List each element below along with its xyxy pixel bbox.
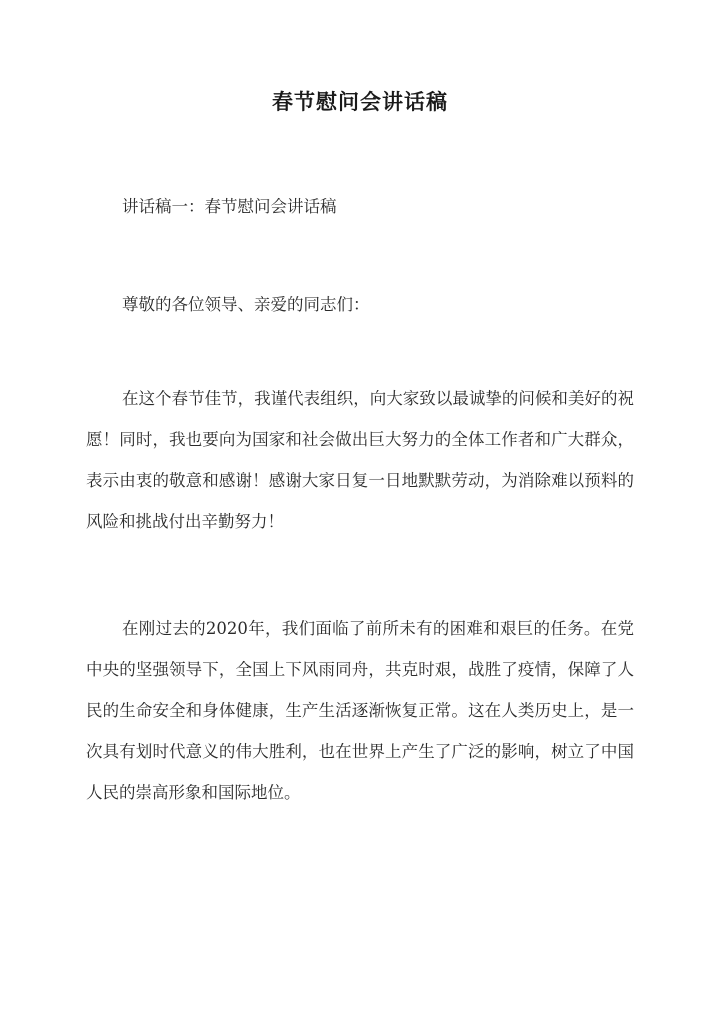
body-paragraph-1: 在这个春节佳节，我谨代表组织，向大家致以最诚挚的问候和美好的祝愿！同时，我也要向为国家和社会做出巨大努力的全体工作者和广大群众，表示由衷的敬意和感谢！感谢大家日复一日地默默劳动，为消除难以预料的风险和挑战付出辛勤努力！	[86, 389, 634, 531]
body-paragraph-2: 在刚过去的2020年，我们面临了前所未有的困难和艰巨的任务。在党中央的坚强领导下，全国上下风雨同舟，共克时艰，战胜了疫情，保障了人民的生命安全和身体健康，生产生活逐渐恢复正常。这在人类历史上，是一次具有划时代意义的伟大胜利，也在世界上产生了广泛的影响，树立了中国人民的崇高形象和国际地位。	[86, 619, 634, 802]
document-title: 春节慰问会讲话稿	[272, 89, 448, 114]
greeting-line: 尊敬的各位领导、亲爱的同志们：	[122, 295, 370, 314]
speech-subtitle: 讲话稿一：春节慰问会讲话稿	[122, 197, 337, 216]
